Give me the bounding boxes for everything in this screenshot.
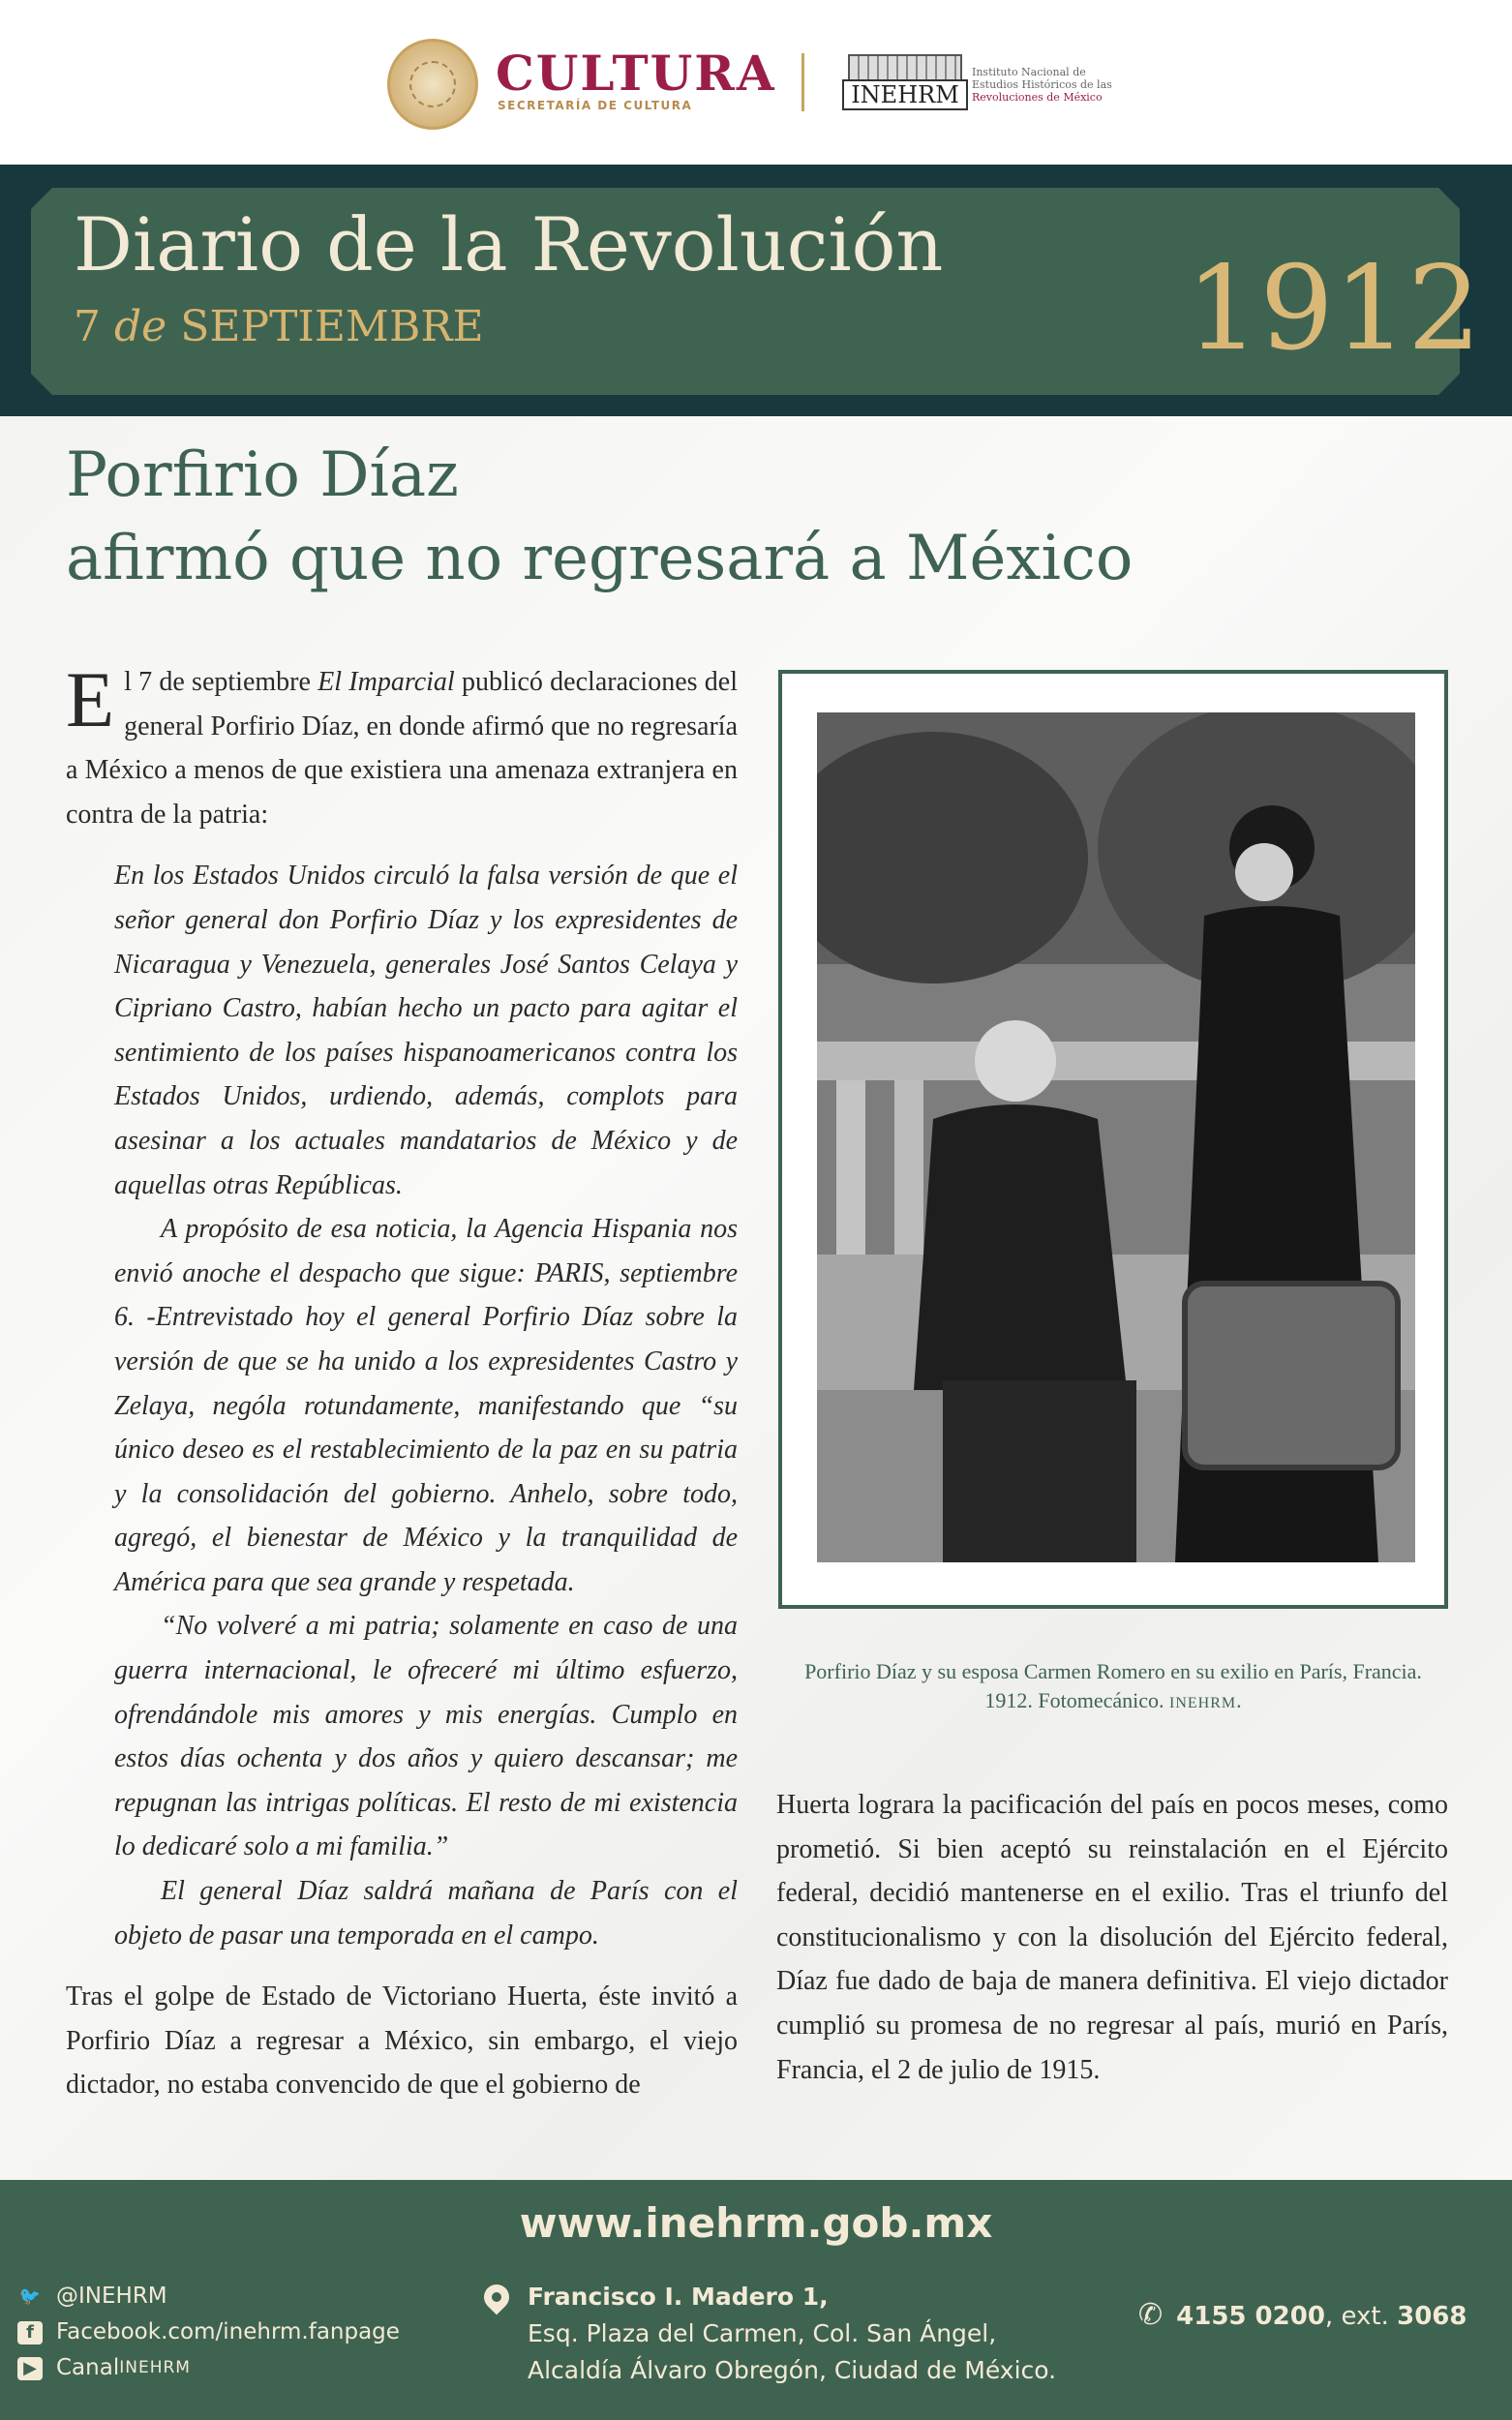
quote-paragraph-1: En los Estados Unidos circuló la falsa versión de que el señor general don Porfirio Díaz y los expresidentes de Nicaragua y Venezuela, generales José Santos Celaya y Cipriano Castro, habían hecho un pacto para agitar el sentimiento de los países hispanoamericanos contra los Estados Unidos, urdiendo, además, complots para asesinar a los actuales mandatarios de México y de aquellas otras Repúblicas. [114, 861, 738, 1200]
quote-paragraph-3: “No volveré a mi patria; solamente en caso de una guerra internacional, le ofreceré mi último esfuerzo, ofrendándole mis amores y mis energías. Cumplo en estos días ochenta y dos años y quiero descansar; me repugnan las intrigas políticas. El resto de mi existencia lo dedicaré solo a mi familia.” [114, 1611, 738, 1862]
inehrm-building-icon [848, 54, 962, 79]
mexico-seal-icon [387, 39, 478, 130]
headline-line-2: afirmó que no regresará a México [66, 523, 1134, 594]
closing-paragraph-left: Tras el golpe de Estado de Victoriano Huerta, éste invitó a Porfirio Díaz a regresar a México, sin embargo, el viejo dictador, no estaba convencido de que el gobierno de [66, 1981, 738, 2101]
address-line-1: Francisco I. Madero 1, [528, 2283, 829, 2311]
facebook-icon: f [17, 2321, 43, 2344]
twitter-icon: 🐦 [18, 2285, 42, 2307]
headline-line-1: Porfirio Díaz [66, 439, 459, 511]
drop-cap: E [66, 655, 115, 743]
phone-icon: ✆ [1138, 2298, 1164, 2332]
article-headline [66, 434, 1133, 600]
series-title: Diario de la Revolución [74, 201, 944, 287]
issue-date [74, 302, 484, 351]
photo-caption [794, 1657, 1433, 1718]
phone-contact[interactable] [1138, 2298, 1467, 2332]
youtube-channel-name: INEHRM [119, 2358, 191, 2377]
issue-year: 1912 [1186, 242, 1482, 377]
address-line-3: Alcaldía Álvaro Obregón, Ciudad de México. [528, 2356, 1057, 2384]
historical-photo [817, 712, 1415, 1562]
cultura-logo-subtitle: SECRETARÍA DE CULTURA [498, 99, 693, 112]
ext-label: , ext. [1324, 2302, 1398, 2331]
inehrm-line-2: Estudios Históricos de las [972, 78, 1112, 91]
quoted-dispatch [114, 854, 738, 1957]
article-left-column [66, 655, 738, 2107]
photo-frame [778, 670, 1448, 1609]
caption-credit: INEHRM [1169, 1695, 1237, 1711]
address [528, 2279, 1056, 2389]
youtube-label: Canal [56, 2355, 120, 2380]
intro-paragraph [66, 655, 738, 836]
inehrm-line-1: Instituto Nacional de [972, 66, 1086, 78]
youtube-icon: ▶ [17, 2357, 43, 2380]
logo-divider [801, 53, 804, 111]
twitter-link[interactable] [17, 2279, 400, 2314]
address-line-2: Esq. Plaza del Carmen, Col. San Ángel, [528, 2319, 997, 2347]
website-link[interactable]: www.inehrm.gob.mx [519, 2199, 993, 2247]
inehrm-line-3: Revoluciones de México [972, 91, 1103, 104]
article-right-column [776, 1783, 1448, 2092]
facebook-url: Facebook.com/inehrm.fanpage [56, 2319, 400, 2344]
quote-paragraph-2: A propósito de esa noticia, la Agencia Hispania nos envió anoche el despacho que sigue: PARIS, septiembre 6. -Entrevistado hoy el general Porfirio Díaz sobre la versión de que se ha unido a los expresidentes Castro y Zelaya, nególa rotundamente, manifestando que “su único deseo es el restablecimiento de la paz en su patria y la consolidación del gobierno. Anhelo, sobre todo, agregó, el bienestar de México y la tranquilidad de América para que sea grande y respetada. [114, 1214, 738, 1597]
youtube-link[interactable] [17, 2350, 400, 2386]
facebook-link[interactable] [17, 2314, 400, 2350]
issue-month: SEPTIEMBRE [180, 302, 484, 351]
inehrm-logo [842, 54, 968, 110]
intro-text-a: l 7 de septiembre [124, 667, 318, 697]
caption-end: . [1236, 1688, 1242, 1712]
quote-paragraph-4: El general Díaz saldrá mañana de París con el objeto de pasar una temporada en el campo. [114, 1876, 738, 1951]
phone-number: 4155 0200 [1176, 2302, 1325, 2331]
seal-inner [409, 61, 456, 107]
closing-paragraph-right: Huerta lograra la pacificación del país en pocos meses, como prometió. Si bien aceptó su reinstalación en el Ejército federal, decidió mantenerse en el exilio. Tras el triunfo del constitucionalismo y con la disolución del Ejército federal, Díaz fue dado de baja de manera definitiva. El viejo dictador cumplió su promesa de no regresar al país, murió en París, Francia, el 2 de julio de 1915. [776, 1790, 1448, 2085]
inehrm-acronym: INEHRM [842, 79, 968, 110]
social-links [17, 2279, 400, 2386]
newspaper-name: El Imparcial [318, 667, 455, 697]
issue-day: 7 [74, 302, 101, 351]
photo-illustration [817, 712, 1415, 1562]
issue-date-de: de [114, 302, 167, 351]
phone-ext: 3068 [1397, 2302, 1467, 2331]
intro-text-b: publicó declaraciones del general Porfirio Díaz, en donde afirmó que no regresaría a México a menos de que existiera una amenaza extranjera en contra de la patria: [66, 667, 738, 830]
caption-text: Porfirio Díaz y su esposa Carmen Romero en su exilio en París, Francia. 1912. Fotomecánico. [804, 1659, 1422, 1712]
cultura-logo-title: CULTURA [496, 45, 776, 102]
inehrm-full-name [972, 66, 1112, 104]
twitter-handle: @INEHRM [56, 2284, 167, 2309]
